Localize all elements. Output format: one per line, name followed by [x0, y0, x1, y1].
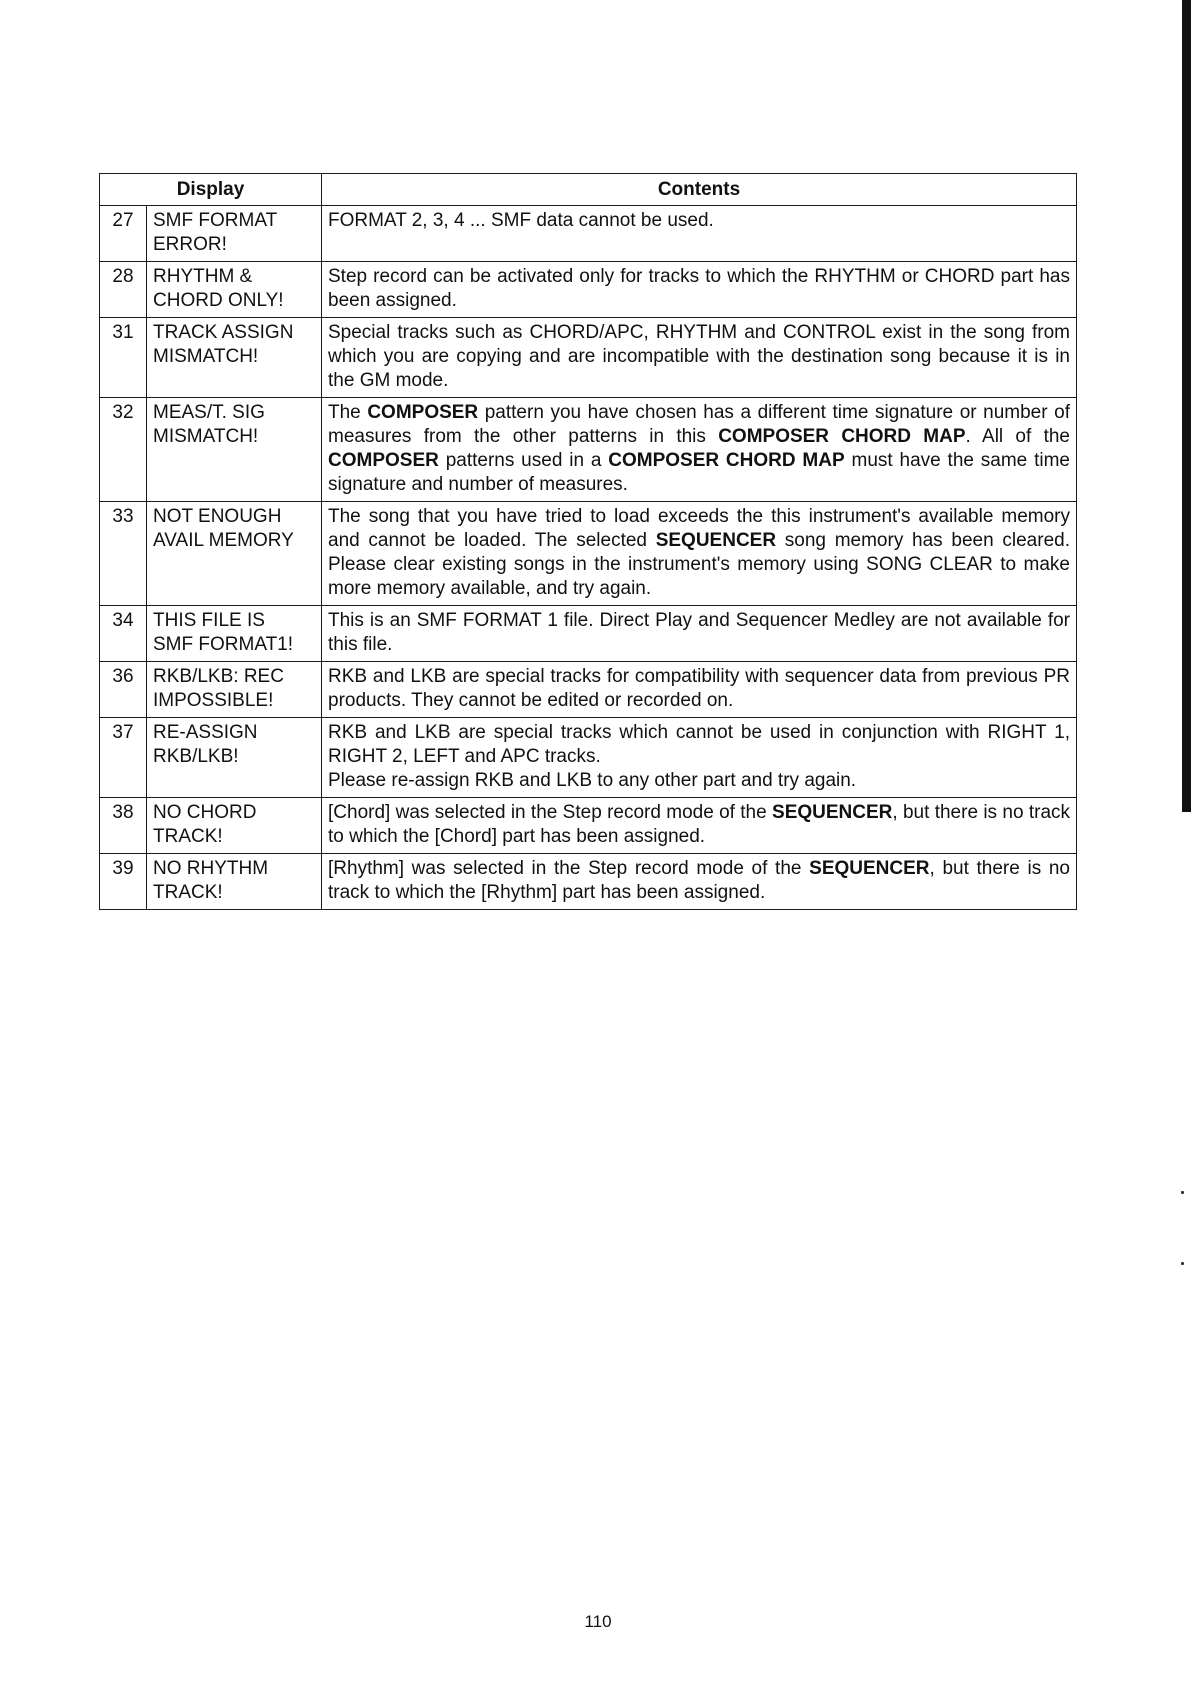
- display-line: THIS FILE IS: [153, 610, 265, 631]
- contents-text: [322, 798, 1077, 854]
- message-number: 32: [100, 398, 147, 502]
- text-segment: Special tracks such as CHORD/APC, RHYTHM and CONTROL exist in the song from which you are copying and are incompatible with the destination song because it is in the GM mode.: [328, 322, 1070, 391]
- scan-speck: [1181, 1262, 1184, 1265]
- emphasis-term: SEQUENCER: [655, 530, 777, 551]
- contents-text: [322, 206, 1077, 262]
- display-message: [147, 318, 322, 398]
- table-row: [100, 398, 1077, 502]
- scan-edge-bar: [1182, 0, 1191, 812]
- emphasis-term: COMPOSER: [328, 450, 439, 471]
- contents-text: [322, 606, 1077, 662]
- message-number: 33: [100, 502, 147, 606]
- table-header-row: [100, 174, 1077, 206]
- display-line: RKB/LKB: REC: [153, 666, 284, 687]
- display-line: IMPOSSIBLE!: [153, 690, 274, 711]
- message-table: [99, 173, 1077, 910]
- table-row: [100, 606, 1077, 662]
- display-line: MEAS/T. SIG: [153, 402, 265, 423]
- text-segment: This is an SMF FORMAT 1 file. Direct Play and Sequencer Medley are not available for this file.: [328, 610, 1070, 655]
- text-segment: Please re-assign RKB and LKB to any other part and try again.: [328, 770, 857, 791]
- contents-header: Contents: [322, 174, 1077, 206]
- contents-paragraph: [328, 721, 1070, 769]
- display-line: NO RHYTHM: [153, 858, 269, 879]
- display-line: TRACK!: [153, 882, 223, 903]
- contents-text: [322, 398, 1077, 502]
- contents-paragraph: [328, 857, 1070, 905]
- text-segment: [Chord] was selected in the Step record mode of the: [328, 802, 773, 823]
- emphasis-term: SEQUENCER: [772, 802, 893, 823]
- contents-paragraph: [328, 769, 1070, 793]
- message-number: 38: [100, 798, 147, 854]
- table-row: [100, 798, 1077, 854]
- display-message: [147, 854, 322, 910]
- display-header: Display: [100, 174, 322, 206]
- message-number: 37: [100, 718, 147, 798]
- message-number: 34: [100, 606, 147, 662]
- display-line: RKB/LKB!: [153, 746, 239, 767]
- display-message: [147, 662, 322, 718]
- message-number: 28: [100, 262, 147, 318]
- text-segment: , but there is no track to which the [Chord] part has been assigned.: [328, 802, 1071, 847]
- text-segment: song memory has been cleared. Please clear existing songs in the instrument's memory using SONG CLEAR to make more memory available, and try again.: [328, 530, 1070, 599]
- display-line: TRACK!: [153, 826, 223, 847]
- contents-text: [322, 854, 1077, 910]
- display-message: [147, 502, 322, 606]
- contents-text: [322, 262, 1077, 318]
- display-line: ERROR!: [153, 234, 227, 255]
- table-row: [100, 718, 1077, 798]
- text-segment: The song that you have tried to load exceeds the this instrument's available memory and cannot be loaded. The selected: [328, 506, 1070, 551]
- text-segment: . All of the: [965, 426, 1070, 447]
- text-segment: must have the same time signature and number of measures.: [328, 450, 1070, 495]
- table-row: [100, 502, 1077, 606]
- contents-paragraph: [328, 321, 1070, 393]
- table-row: [100, 662, 1077, 718]
- text-segment: Step record can be activated only for tracks to which the RHYTHM or CHORD part has been assigned.: [328, 266, 1070, 311]
- text-segment: [Rhythm] was selected in the Step record mode of the: [328, 858, 810, 879]
- table-row: [100, 262, 1077, 318]
- scan-speck: [1181, 1191, 1184, 1194]
- contents-paragraph: [328, 801, 1070, 849]
- display-line: NOT ENOUGH: [153, 506, 282, 527]
- text-segment: patterns used in a: [438, 450, 609, 471]
- contents-paragraph: [328, 609, 1070, 657]
- table-row: [100, 854, 1077, 910]
- display-line: MISMATCH!: [153, 346, 259, 367]
- display-line: TRACK ASSIGN: [153, 322, 294, 343]
- display-line: AVAIL MEMORY: [153, 530, 294, 551]
- display-line: CHORD ONLY!: [153, 290, 284, 311]
- contents-text: [322, 662, 1077, 718]
- emphasis-term: COMPOSER CHORD MAP: [608, 450, 845, 471]
- contents-text: [322, 318, 1077, 398]
- contents-paragraph: [328, 401, 1070, 497]
- display-line: RHYTHM &: [153, 266, 253, 287]
- text-segment: RKB and LKB are special tracks which cannot be used in conjunction with RIGHT 1, RIGHT 2, LEFT and APC tracks.: [328, 722, 1070, 767]
- text-segment: The: [328, 402, 368, 423]
- emphasis-term: COMPOSER: [367, 402, 479, 423]
- emphasis-term: SEQUENCER: [809, 858, 930, 879]
- display-line: SMF FORMAT: [153, 210, 278, 231]
- contents-paragraph: [328, 665, 1070, 713]
- message-number: 31: [100, 318, 147, 398]
- display-line: RE-ASSIGN: [153, 722, 258, 743]
- display-message: [147, 798, 322, 854]
- display-line: NO CHORD: [153, 802, 257, 823]
- contents-text: [322, 502, 1077, 606]
- message-number: 36: [100, 662, 147, 718]
- contents-paragraph: [328, 505, 1070, 601]
- display-line: MISMATCH!: [153, 426, 259, 447]
- table-row: [100, 206, 1077, 262]
- text-segment: pattern you have chosen has a different time signature or number of measures from the other patterns in this: [328, 402, 1070, 447]
- page-number: 110: [584, 1612, 612, 1631]
- display-message: [147, 262, 322, 318]
- table-row: [100, 318, 1077, 398]
- text-segment: , but there is no track to which the [Rhythm] part has been assigned.: [328, 858, 1071, 903]
- display-message: [147, 606, 322, 662]
- contents-paragraph: [328, 265, 1070, 313]
- message-number: 39: [100, 854, 147, 910]
- display-message: [147, 398, 322, 502]
- display-line: SMF FORMAT1!: [153, 634, 294, 655]
- contents-text: [322, 718, 1077, 798]
- text-segment: RKB and LKB are special tracks for compatibility with sequencer data from previous PR products. They cannot be edited or recorded on.: [328, 666, 1070, 711]
- display-message: [147, 718, 322, 798]
- contents-paragraph: [328, 209, 1070, 233]
- text-segment: FORMAT 2, 3, 4 ... SMF data cannot be used.: [328, 210, 714, 231]
- emphasis-term: COMPOSER CHORD MAP: [718, 426, 966, 447]
- message-number: 27: [100, 206, 147, 262]
- display-message: [147, 206, 322, 262]
